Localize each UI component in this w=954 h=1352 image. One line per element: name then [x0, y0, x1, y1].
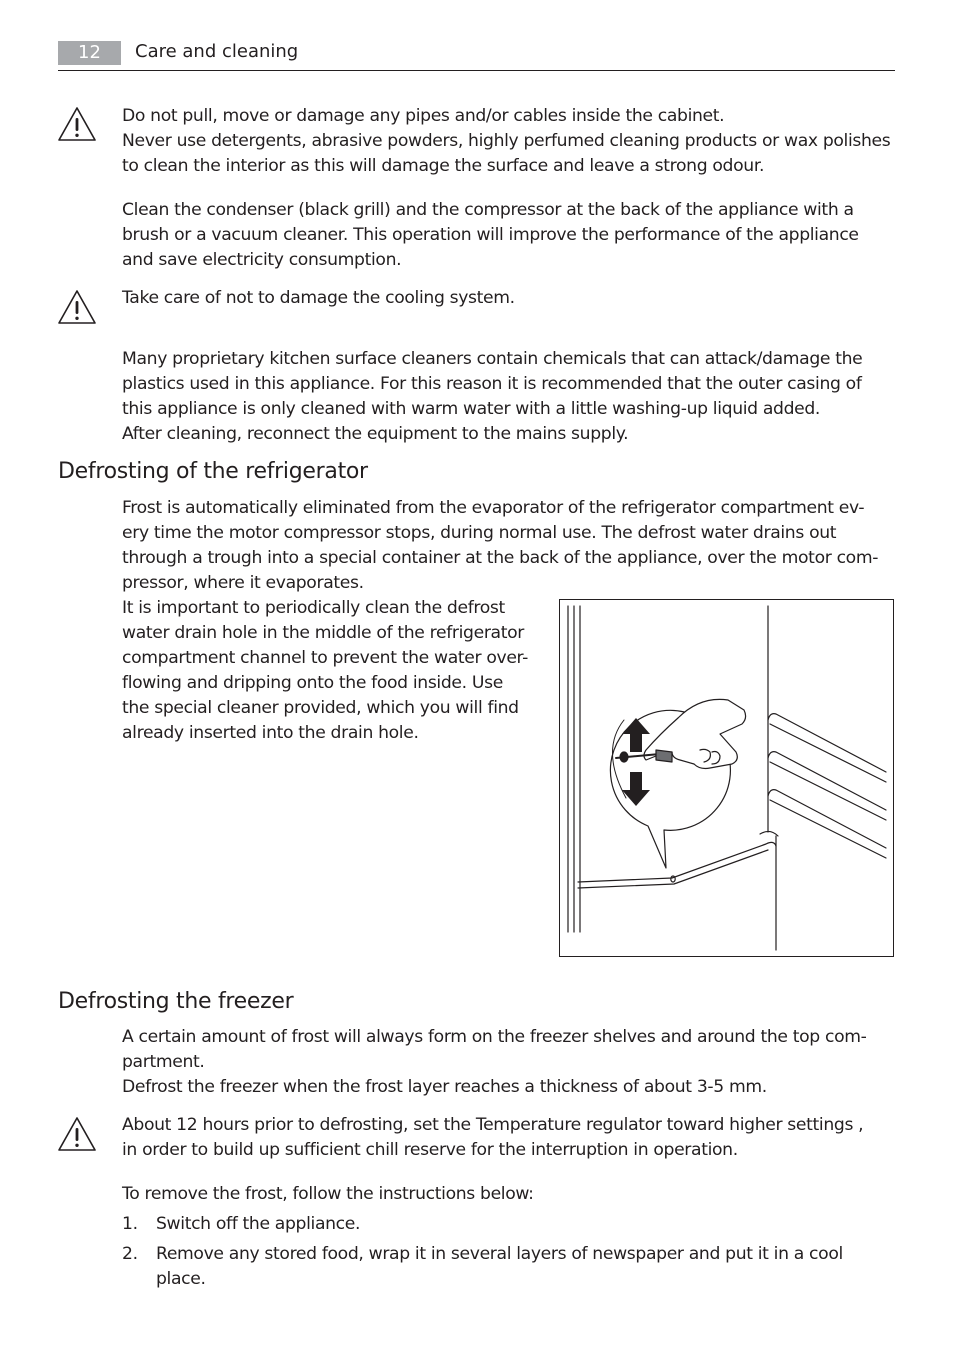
list-item	[122, 1242, 843, 1292]
text-line: water drain hole in the middle of the refrigerator	[122, 623, 525, 643]
step-number: 1.	[122, 1214, 138, 1234]
text-line: Many proprietary kitchen surface cleaners contain chemicals that can attack/damage the	[122, 349, 863, 369]
warning-triangle-icon	[57, 289, 97, 325]
text-line: compartment channel to prevent the water over-	[122, 648, 529, 668]
text-line: About 12 hours prior to defrosting, set the Temperature regulator toward higher settings ,	[122, 1115, 864, 1135]
step-number: 2.	[122, 1244, 138, 1264]
warning-triangle-icon	[57, 1116, 97, 1152]
text-line: plastics used in this appliance. For this reason it is recommended that the outer casing of	[122, 374, 862, 394]
text-line: brush or a vacuum cleaner. This operation will improve the performance of the appliance	[122, 225, 859, 245]
text-line: partment.	[122, 1052, 205, 1072]
page-number: 12	[58, 41, 121, 65]
text-line: Frost is automatically eliminated from the evaporator of the refrigerator compartment ev-	[122, 498, 865, 518]
text-line: After cleaning, reconnect the equipment to the mains supply.	[122, 424, 629, 444]
text-line: to clean the interior as this will damage the surface and leave a strong odour.	[122, 156, 765, 176]
section-title: Care and cleaning	[135, 41, 299, 62]
text-line: Never use detergents, abrasive powders, highly perfumed cleaning products or wax polishes	[122, 131, 891, 151]
text-line: It is important to periodically clean the defrost	[122, 598, 505, 618]
step-text: Switch off the appliance.	[156, 1214, 361, 1234]
instructions-intro: To remove the frost, follow the instructions below:	[122, 1184, 534, 1204]
condenser-paragraph	[122, 198, 859, 273]
text-line: flowing and dripping onto the food inside. Use	[122, 673, 503, 693]
text-line: Do not pull, move or damage any pipes and/or cables inside the cabinet.	[122, 106, 725, 126]
text-line: the special cleaner provided, which you will find	[122, 698, 519, 718]
warning-prior-defrost-text	[122, 1113, 863, 1163]
cleaners-paragraph	[122, 347, 862, 447]
text-line: in order to build up sufficient chill reserve for the interruption in operation.	[122, 1140, 738, 1160]
text-line: and save electricity consumption.	[122, 250, 402, 270]
text-line: already inserted into the drain hole.	[122, 723, 419, 743]
warning-pipes-text	[122, 104, 890, 179]
text-line: A certain amount of frost will always form on the freezer shelves and around the top com-	[122, 1027, 867, 1047]
text-line: ery time the motor compressor stops, during normal use. The defrost water drains out	[122, 523, 837, 543]
defrost-freezer-paragraph	[122, 1025, 866, 1100]
text-line: Clean the condenser (black grill) and the compressor at the back of the appliance with a	[122, 200, 854, 220]
defrost-steps-list	[122, 1212, 843, 1292]
text-line: this appliance is only cleaned with warm water with a little washing-up liquid added.	[122, 399, 821, 419]
drain-hole-cleaning-illustration	[559, 599, 894, 957]
step-text: Remove any stored food, wrap it in several layers of newspaper and put it in a cool	[156, 1244, 843, 1264]
text-line: pressor, where it evaporates.	[122, 573, 364, 593]
heading-defrost-refrigerator: Defrosting of the refrigerator	[58, 459, 368, 484]
text-line: Defrost the freezer when the frost layer reaches a thickness of about 3-5 mm.	[122, 1077, 767, 1097]
step-text: place.	[156, 1269, 206, 1289]
text-line: through a trough into a special container at the back of the appliance, over the motor com-	[122, 548, 879, 568]
header-divider	[58, 70, 895, 71]
list-item	[122, 1212, 843, 1237]
warning-triangle-icon	[57, 106, 97, 142]
heading-defrost-freezer: Defrosting the freezer	[58, 989, 294, 1014]
warning-cooling-text: Take care of not to damage the cooling system.	[122, 288, 515, 308]
